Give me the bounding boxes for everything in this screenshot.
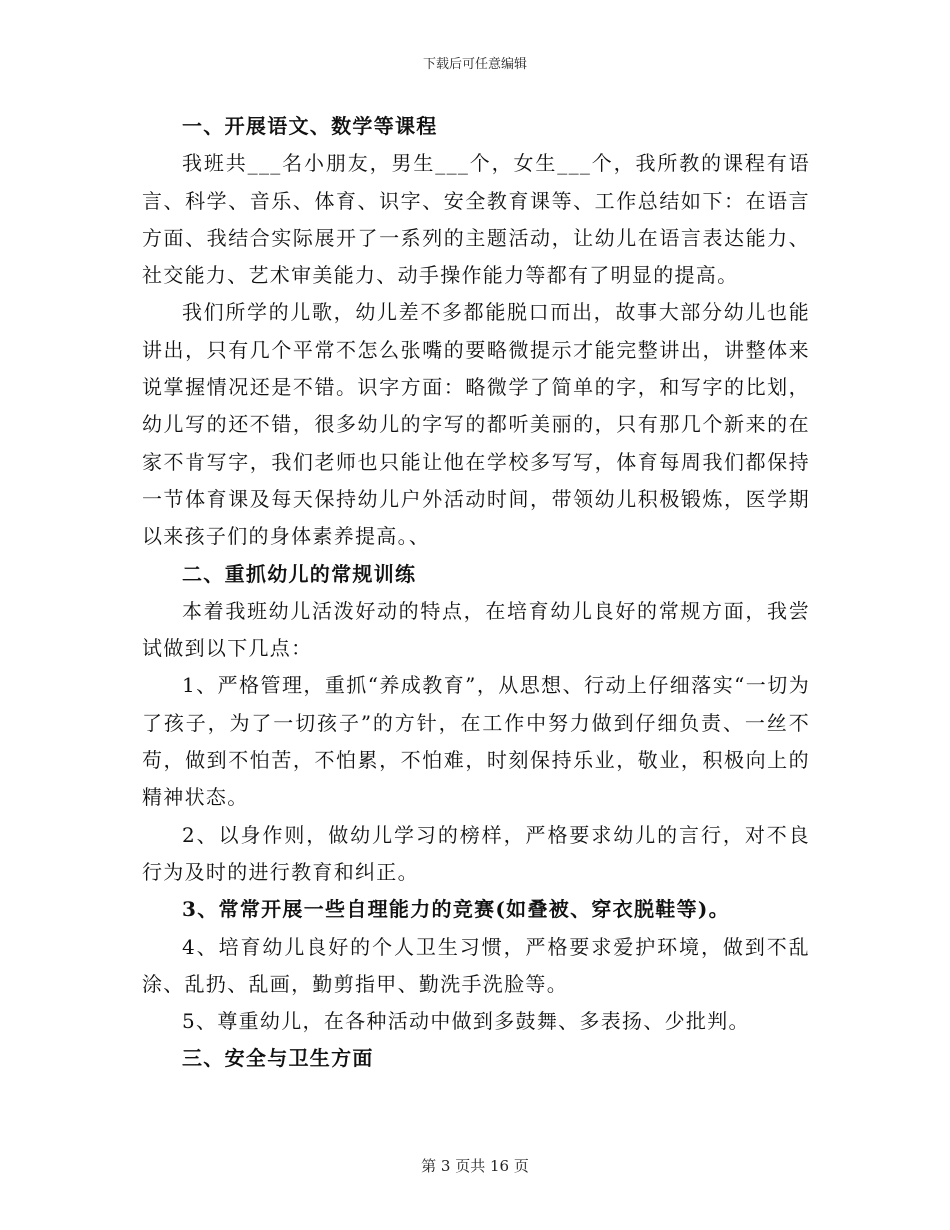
- paragraph-point-2: 2、以身作则，做幼儿学习的榜样，严格要求幼儿的言行，对不良行为及时的进行教育和纠正。: [142, 822, 810, 884]
- section-heading-2: 二、重抓幼儿的常规训练: [182, 561, 417, 586]
- paragraph-class-overview: 我班共___名小朋友，男生___个，女生___个，我所教的课程有语言、科学、音乐、体育、识字、安全教育课等、工作总结如下：在语言方面、我结合实际展开了一系列的主题活动，让幼儿在语言表达能力、社交能力、艺术审美能力、动手操作能力等都有了明显的提高。: [142, 151, 810, 288]
- paragraph-routine-intro: 本着我班幼儿活泼好动的特点，在培育幼儿良好的常规方面，我尝试做到以下几点：: [142, 598, 810, 661]
- paragraph-songs-literacy: 我们所学的儿歌，幼儿差不多都能脱口而出，故事大部分幼儿也能讲出，只有几个平常不怎么张嘴的要略微提示才能完整讲出，讲整体来说掌握情况还是不错。识字方面：略微学了简单的字，和写字的比划，幼儿写的还不错，很多幼儿的字写的都听美丽的，只有那几个新来的在家不肯写字，我们老师也只能让他在学校多写写，体育每周我们都保持一节体育课及每天保持幼儿户外活动时间，带领幼儿积极锻炼，医学期以来孩子们的身体素养提高。、: [142, 300, 810, 549]
- section-heading-1: 一、开展语文、数学等课程: [182, 114, 438, 138]
- document-body: [142, 108, 810, 1078]
- paragraph-point-4: 4、培育幼儿良好的个人卫生习惯，严格要求爱护环境，做到不乱涂、乱扔、乱画，勤剪指甲、勤洗手洗脸等。: [142, 934, 810, 996]
- page-number-footer: 第 3 页共 16 页: [421, 1157, 529, 1175]
- paragraph-point-5: 5、尊重幼儿，在各种活动中做到多鼓舞、多表扬、少批判。: [182, 1009, 750, 1034]
- paragraph-point-1: 1、严格管理，重抓“养成教育”，从思想、行动上仔细落实“一切为了孩子，为了一切孩子”的方针，在工作中努力做到仔细负责、一丝不苟，做到不怕苦，不怕累，不怕难，时刻保持乐业，敬业，积极向上的精神状态。: [142, 673, 810, 810]
- page-header-note: 下载后可任意编辑: [422, 57, 527, 72]
- paragraph-point-3: 3、常常开展一些自理能力的竞赛(如叠被、穿衣脱鞋等)。: [182, 897, 730, 922]
- section-heading-3: 三、安全与卫生方面: [182, 1046, 374, 1071]
